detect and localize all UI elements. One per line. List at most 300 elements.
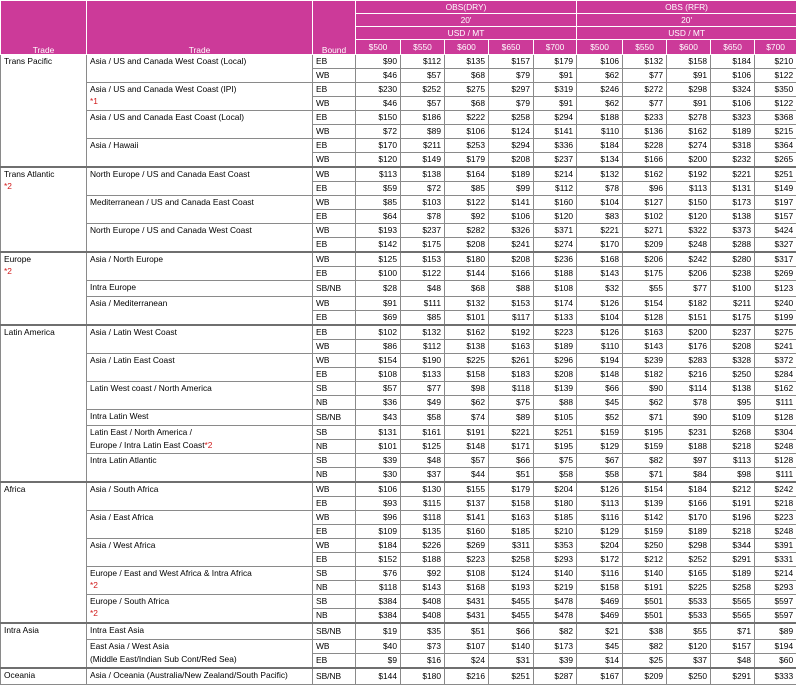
rfr-rate-cell: $184 [667, 482, 711, 497]
rfr-rate-cell: $84 [667, 468, 711, 483]
rfr-rate-cell: $298 [667, 83, 711, 97]
dry-rate-cell: $253 [445, 139, 489, 153]
bound-cell: NB [313, 581, 356, 595]
dry-rate-cell: $103 [401, 196, 445, 210]
dry-rate-cell: $152 [356, 553, 401, 567]
rfr-rate-cell: $71 [623, 410, 667, 426]
sub-trade-cell [87, 167, 313, 196]
dry-rate-cell: $107 [445, 640, 489, 654]
dry-rate-cell: $237 [401, 224, 445, 238]
dry-rate-cell: $140 [489, 640, 534, 654]
sub-trade-name: Asia / Oceania (Australia/New Zealand/South Pacific) [90, 670, 288, 680]
dry-rate-cell: $31 [489, 654, 534, 669]
rfr-rate-cell: $116 [577, 511, 623, 525]
dry-rate-cell: $112 [401, 55, 445, 69]
dry-rate-cell: $108 [534, 281, 577, 297]
rfr-rate-cell: $82 [623, 454, 667, 468]
dry-rate-cell: $101 [356, 440, 401, 454]
rfr-rate-cell: $251 [755, 167, 796, 182]
dry-rate-cell: $82 [534, 623, 577, 640]
sub-trade-cell [87, 281, 313, 297]
dry-rate-cell: $40 [356, 640, 401, 654]
bound-cell: WB [313, 539, 356, 553]
bound-cell: EB [313, 210, 356, 224]
dry-rate-cell: $188 [534, 267, 577, 281]
rfr-rate-cell: $113 [667, 182, 711, 196]
dry-rate-cell: $431 [445, 609, 489, 624]
rfr-rate-cell: $565 [711, 595, 755, 609]
dry-rate-cell: $37 [401, 468, 445, 483]
table-row [1, 640, 796, 654]
rfr-rate-cell: $159 [577, 426, 623, 440]
dry-rate-cell: $311 [489, 539, 534, 553]
dry-rate-cell: $93 [356, 497, 401, 511]
sub-trade-cell [87, 224, 313, 253]
dry-rate-cell: $179 [489, 482, 534, 497]
dry-rate-cell: $143 [401, 581, 445, 595]
rfr-rate-cell: $333 [755, 668, 796, 685]
dry-rate-cell: $142 [356, 238, 401, 253]
dry-rate-cell: $192 [489, 325, 534, 340]
dry-rate-cell: $431 [445, 595, 489, 609]
dry-rate-cell: $72 [356, 125, 401, 139]
rfr-rate-cell: $242 [667, 252, 711, 267]
dry-rate-cell: $77 [401, 382, 445, 396]
sub-trade-name: Asia / West Africa [90, 540, 156, 550]
bound-cell: NB [313, 440, 356, 454]
dry-unit-header: USD / MT [356, 27, 577, 40]
dry-rate-cell: $163 [489, 511, 534, 525]
dry-rate-cell: $135 [401, 525, 445, 539]
table-row [1, 83, 796, 97]
bound-cell: SB/NB [313, 623, 356, 640]
dry-rate-cell: $30 [356, 468, 401, 483]
rfr-rate-cell: $469 [577, 609, 623, 624]
sub-trade-cell [87, 668, 313, 685]
dry-rate-cell: $258 [489, 553, 534, 567]
bound-cell: EB [313, 139, 356, 153]
dry-rate-cell: $92 [445, 210, 489, 224]
sub-trade-note: *1 [90, 96, 98, 107]
dry-rate-cell: $124 [489, 125, 534, 139]
rfr-rate-cell: $151 [667, 311, 711, 326]
dry-rate-cell: $214 [534, 167, 577, 182]
bound-cell: SB [313, 382, 356, 396]
table-row [1, 167, 796, 182]
dry-rate-cell: $190 [401, 354, 445, 368]
sub-trade-name: Asia / Hawaii [90, 140, 139, 150]
dry-rate-cell: $204 [534, 482, 577, 497]
rfr-rate-cell: $128 [755, 410, 796, 426]
rfr-rate-cell: $143 [577, 267, 623, 281]
dry-rate-cell: $371 [534, 224, 577, 238]
bound-cell: SB [313, 567, 356, 581]
dry-rate-cell: $39 [534, 654, 577, 669]
rfr-rate-cell: $71 [711, 623, 755, 640]
dry-rate-cell: $58 [401, 410, 445, 426]
table-row [1, 196, 796, 210]
dry-rate-cell: $85 [445, 182, 489, 196]
rfr-rate-cell: $104 [577, 196, 623, 210]
table-row [1, 410, 796, 426]
dry-rate-cell: $68 [445, 281, 489, 297]
rfr-rate-cell: $284 [755, 368, 796, 382]
dry-rate-cell: $64 [356, 210, 401, 224]
rfr-rate-cell: $110 [577, 125, 623, 139]
dry-rate-cell: $237 [534, 153, 577, 168]
sub-trade-name: Asia / South Africa [90, 484, 159, 494]
rfr-rate-cell: $246 [577, 83, 623, 97]
dry-rate-cell: $118 [489, 382, 534, 396]
rfr-rate-cell: $298 [667, 539, 711, 553]
dry-rate-cell: $122 [445, 196, 489, 210]
dry-rate-cell: $90 [356, 55, 401, 69]
dry-rate-cell: $297 [489, 83, 534, 97]
rfr-rate-cell: $194 [755, 640, 796, 654]
rfr-rate-cell: $597 [755, 609, 796, 624]
dry-rate-cell: $118 [356, 581, 401, 595]
sub-trade-cell [87, 354, 313, 382]
rfr-rate-cell: $288 [711, 238, 755, 253]
rfr-rate-cell: $195 [623, 426, 667, 440]
bound-cell: EB [313, 83, 356, 97]
rfr-level-header: $600 [667, 40, 711, 55]
dry-rate-cell: $48 [401, 454, 445, 468]
dry-rate-cell: $140 [534, 567, 577, 581]
dry-rate-cell: $106 [489, 210, 534, 224]
dry-rate-cell: $118 [401, 511, 445, 525]
sub-trade-cell [87, 382, 313, 410]
rfr-rate-cell: $77 [667, 281, 711, 297]
rfr-rate-cell: $248 [667, 238, 711, 253]
dry-rate-cell: $180 [445, 252, 489, 267]
rfr-rate-cell: $98 [711, 468, 755, 483]
rfr-rate-cell: $104 [577, 311, 623, 326]
rfr-rate-cell: $272 [623, 83, 667, 97]
dry-rate-cell: $195 [534, 440, 577, 454]
dry-rate-cell: $19 [356, 623, 401, 640]
rfr-rate-cell: $167 [577, 668, 623, 685]
rfr-container-header: 20' [577, 14, 796, 27]
rfr-rate-cell: $159 [623, 440, 667, 454]
sub-trade-name: Intra Latin West [90, 411, 149, 421]
dry-rate-cell: $282 [445, 224, 489, 238]
dry-rate-cell: $96 [356, 511, 401, 525]
dry-rate-cell: $75 [534, 454, 577, 468]
dry-rate-cell: $191 [445, 426, 489, 440]
rfr-rate-cell: $424 [755, 224, 796, 238]
rfr-rate-cell: $188 [667, 440, 711, 454]
dry-rate-cell: $108 [445, 567, 489, 581]
rfr-rate-cell: $166 [623, 153, 667, 168]
dry-rate-cell: $225 [445, 354, 489, 368]
dry-rate-cell: $135 [445, 55, 489, 69]
sub-trade-cell [87, 567, 313, 595]
rfr-rate-cell: $318 [711, 139, 755, 153]
sub-trade-name: North Europe / US and Canada East Coast [90, 169, 250, 179]
rfr-rate-cell: $293 [755, 581, 796, 595]
dry-rate-cell: $79 [489, 97, 534, 111]
sub-trade-note: *2 [204, 440, 213, 451]
dry-rate-cell: $24 [445, 654, 489, 669]
table-row [1, 111, 796, 125]
sub-trade-name: Asia / US and Canada West Coast (Local) [90, 56, 247, 66]
bound-cell: EB [313, 368, 356, 382]
rfr-rate-cell: $240 [755, 297, 796, 311]
dry-rate-cell: $236 [534, 252, 577, 267]
rfr-rate-cell: $197 [755, 196, 796, 210]
dry-rate-cell: $216 [445, 668, 489, 685]
table-row [1, 325, 796, 340]
dry-rate-cell: $294 [534, 111, 577, 125]
rfr-rate-cell: $248 [755, 525, 796, 539]
rfr-rate-cell: $32 [577, 281, 623, 297]
dry-rate-cell: $69 [356, 311, 401, 326]
rfr-rate-cell: $184 [577, 139, 623, 153]
rfr-rate-cell: $291 [711, 553, 755, 567]
dry-container-header: 20' [356, 14, 577, 27]
dry-rate-cell: $478 [534, 609, 577, 624]
rfr-rate-cell: $97 [667, 454, 711, 468]
dry-rate-cell: $287 [534, 668, 577, 685]
bound-cell: WB [313, 252, 356, 267]
dry-rate-cell: $184 [356, 539, 401, 553]
rfr-rate-cell: $280 [711, 252, 755, 267]
rfr-rate-cell: $37 [667, 654, 711, 669]
rfr-rate-cell: $165 [667, 567, 711, 581]
rfr-rate-cell: $189 [711, 125, 755, 139]
dry-rate-cell: $163 [489, 340, 534, 354]
sub-trade-name: Europe / East and West Africa & Intra Africa [90, 568, 252, 578]
dry-rate-cell: $160 [534, 196, 577, 210]
dry-rate-cell: $179 [534, 55, 577, 69]
bound-cell: WB [313, 482, 356, 497]
dry-rate-cell: $455 [489, 609, 534, 624]
sub-trade-cell [87, 482, 313, 511]
dry-rate-cell: $51 [489, 468, 534, 483]
rfr-rate-cell: $194 [577, 354, 623, 368]
sub-trade-cell [87, 83, 313, 111]
rfr-rate-cell: $150 [667, 196, 711, 210]
rfr-rate-cell: $533 [667, 595, 711, 609]
rfr-rate-cell: $14 [577, 654, 623, 669]
rfr-rate-cell: $96 [623, 182, 667, 196]
trade-column-header: Trade [1, 1, 87, 55]
rfr-rate-cell: $221 [711, 167, 755, 182]
rfr-rate-cell: $291 [711, 668, 755, 685]
rfr-rate-cell: $126 [577, 297, 623, 311]
sub-trade-name: Europe / South Africa [90, 596, 170, 606]
dry-rate-cell: $252 [401, 83, 445, 97]
dry-rate-cell: $131 [356, 426, 401, 440]
rfr-rate-cell: $45 [577, 640, 623, 654]
rfr-rate-cell: $189 [667, 525, 711, 539]
rfr-rate-cell: $100 [711, 281, 755, 297]
dry-rate-cell: $171 [489, 440, 534, 454]
dry-rate-cell: $230 [356, 83, 401, 97]
dry-rate-cell: $111 [401, 297, 445, 311]
bound-cell: NB [313, 609, 356, 624]
rfr-rate-cell: $102 [623, 210, 667, 224]
table-row [1, 55, 796, 69]
rfr-rate-cell: $248 [755, 440, 796, 454]
table-row [1, 595, 796, 609]
dry-rate-cell: $125 [401, 440, 445, 454]
dry-rate-cell: $269 [445, 539, 489, 553]
dry-rate-cell: $117 [489, 311, 534, 326]
dry-rate-cell: $130 [401, 482, 445, 497]
dry-rate-cell: $133 [401, 368, 445, 382]
rfr-rate-cell: $90 [623, 382, 667, 396]
rfr-rate-cell: $111 [755, 468, 796, 483]
dry-rate-cell: $144 [356, 668, 401, 685]
rfr-rate-cell: $221 [577, 224, 623, 238]
rfr-rate-cell: $368 [755, 111, 796, 125]
dry-rate-cell: $66 [489, 623, 534, 640]
rfr-rate-cell: $231 [667, 426, 711, 440]
bound-cell: WB [313, 125, 356, 139]
rfr-rate-cell: $322 [667, 224, 711, 238]
dry-rate-cell: $223 [534, 325, 577, 340]
rfr-rate-cell: $233 [623, 111, 667, 125]
dry-rate-cell: $108 [356, 368, 401, 382]
trade-group-name: Oceania [4, 670, 36, 680]
dry-rate-cell: $9 [356, 654, 401, 669]
rfr-rate-cell: $350 [755, 83, 796, 97]
dry-rate-cell: $88 [489, 281, 534, 297]
dry-rate-cell: $185 [489, 525, 534, 539]
rfr-rate-cell: $206 [667, 267, 711, 281]
obs-rfr-header: OBS (RFR) [577, 1, 796, 14]
rfr-rate-cell: $122 [755, 97, 796, 111]
rfr-rate-cell: $77 [623, 97, 667, 111]
dry-rate-cell: $189 [534, 340, 577, 354]
rfr-rate-cell: $134 [577, 153, 623, 168]
table-header [1, 1, 796, 55]
rfr-rate-cell: $127 [623, 196, 667, 210]
dry-rate-cell: $100 [356, 267, 401, 281]
dry-rate-cell: $326 [489, 224, 534, 238]
rfr-rate-cell: $265 [755, 153, 796, 168]
dry-rate-cell: $141 [534, 125, 577, 139]
trade-group-note: *2 [4, 181, 12, 192]
rfr-rate-cell: $95 [711, 396, 755, 410]
rfr-rate-cell: $126 [577, 482, 623, 497]
dry-rate-cell: $58 [534, 468, 577, 483]
dry-rate-cell: $66 [489, 454, 534, 468]
rfr-rate-cell: $258 [711, 581, 755, 595]
dry-rate-cell: $183 [489, 368, 534, 382]
sub-trade-cell [87, 623, 313, 640]
dry-rate-cell: $193 [489, 581, 534, 595]
dry-rate-cell: $179 [445, 153, 489, 168]
table-row [1, 539, 796, 553]
rfr-rate-cell: $331 [755, 553, 796, 567]
dry-rate-cell: $89 [489, 410, 534, 426]
rfr-rate-cell: $501 [623, 609, 667, 624]
sub-trade-cell [87, 410, 313, 426]
bound-cell: WB [313, 340, 356, 354]
rfr-rate-cell: $168 [577, 252, 623, 267]
rfr-rate-cell: $162 [623, 167, 667, 182]
dry-rate-cell: $193 [356, 224, 401, 238]
dry-rate-cell: $132 [445, 297, 489, 311]
rfr-rate-cell: $209 [623, 668, 667, 685]
dry-rate-cell: $208 [445, 238, 489, 253]
dry-rate-cell: $120 [534, 210, 577, 224]
rfr-rate-cell: $114 [667, 382, 711, 396]
rfr-rate-cell: $250 [711, 368, 755, 382]
bound-cell: EB [313, 553, 356, 567]
sub-trade-name: Asia / US and Canada East Coast (Local) [90, 112, 245, 122]
rfr-rate-cell: $238 [711, 267, 755, 281]
rfr-rate-cell: $172 [577, 553, 623, 567]
rfr-rate-cell: $78 [577, 182, 623, 196]
sub-trade-name: East Asia / West Asia [90, 641, 169, 651]
rfr-rate-cell: $182 [667, 297, 711, 311]
dry-rate-cell: $106 [356, 482, 401, 497]
rfr-rate-cell: $211 [711, 297, 755, 311]
sub-trade-note: *2 [90, 608, 98, 619]
dry-rate-cell: $208 [534, 368, 577, 382]
rfr-rate-cell: $204 [577, 539, 623, 553]
rfr-rate-cell: $324 [711, 83, 755, 97]
dry-rate-cell: $115 [401, 497, 445, 511]
rfr-rate-cell: $62 [623, 396, 667, 410]
rfr-rate-cell: $77 [623, 69, 667, 83]
dry-rate-cell: $57 [401, 97, 445, 111]
dry-rate-cell: $109 [356, 525, 401, 539]
sub-trade-name-line2 [90, 441, 309, 449]
rfr-rate-cell: $196 [711, 511, 755, 525]
dry-rate-cell: $336 [534, 139, 577, 153]
rfr-rate-cell: $212 [711, 482, 755, 497]
dry-rate-cell: $157 [489, 55, 534, 69]
rfr-rate-cell: $200 [667, 325, 711, 340]
dry-rate-cell: $188 [401, 553, 445, 567]
sub-trade-name: North Europe / US and Canada West Coast [90, 225, 252, 235]
bound-cell: EB [313, 111, 356, 125]
dry-rate-cell: $208 [489, 153, 534, 168]
bound-cell: SB [313, 454, 356, 468]
rfr-rate-cell: $210 [755, 55, 796, 69]
rfr-rate-cell: $139 [623, 497, 667, 511]
dry-rate-cell: $113 [356, 167, 401, 182]
rfr-rate-cell: $328 [711, 354, 755, 368]
table-row [1, 567, 796, 581]
trade-group-name: Trans Pacific [4, 56, 53, 66]
dry-rate-cell: $49 [401, 396, 445, 410]
bound-cell: SB/NB [313, 281, 356, 297]
bound-cell: SB/NB [313, 668, 356, 685]
trade-group-cell [1, 252, 87, 325]
table-row [1, 623, 796, 640]
dry-rate-cell: $141 [489, 196, 534, 210]
rfr-rate-cell: $91 [667, 97, 711, 111]
dry-rate-cell: $102 [356, 325, 401, 340]
dry-rate-cell: $173 [534, 640, 577, 654]
rfr-rate-cell: $111 [755, 396, 796, 410]
dry-rate-cell: $36 [356, 396, 401, 410]
rfr-rate-cell: $113 [711, 454, 755, 468]
dry-rate-cell: $153 [489, 297, 534, 311]
rfr-rate-cell: $110 [577, 340, 623, 354]
trade-group-name: Trans Atlantic [4, 169, 55, 179]
rfr-rate-cell: $232 [711, 153, 755, 168]
rfr-rate-cell: $129 [577, 440, 623, 454]
rfr-rate-cell: $157 [711, 640, 755, 654]
dry-rate-cell: $408 [401, 595, 445, 609]
